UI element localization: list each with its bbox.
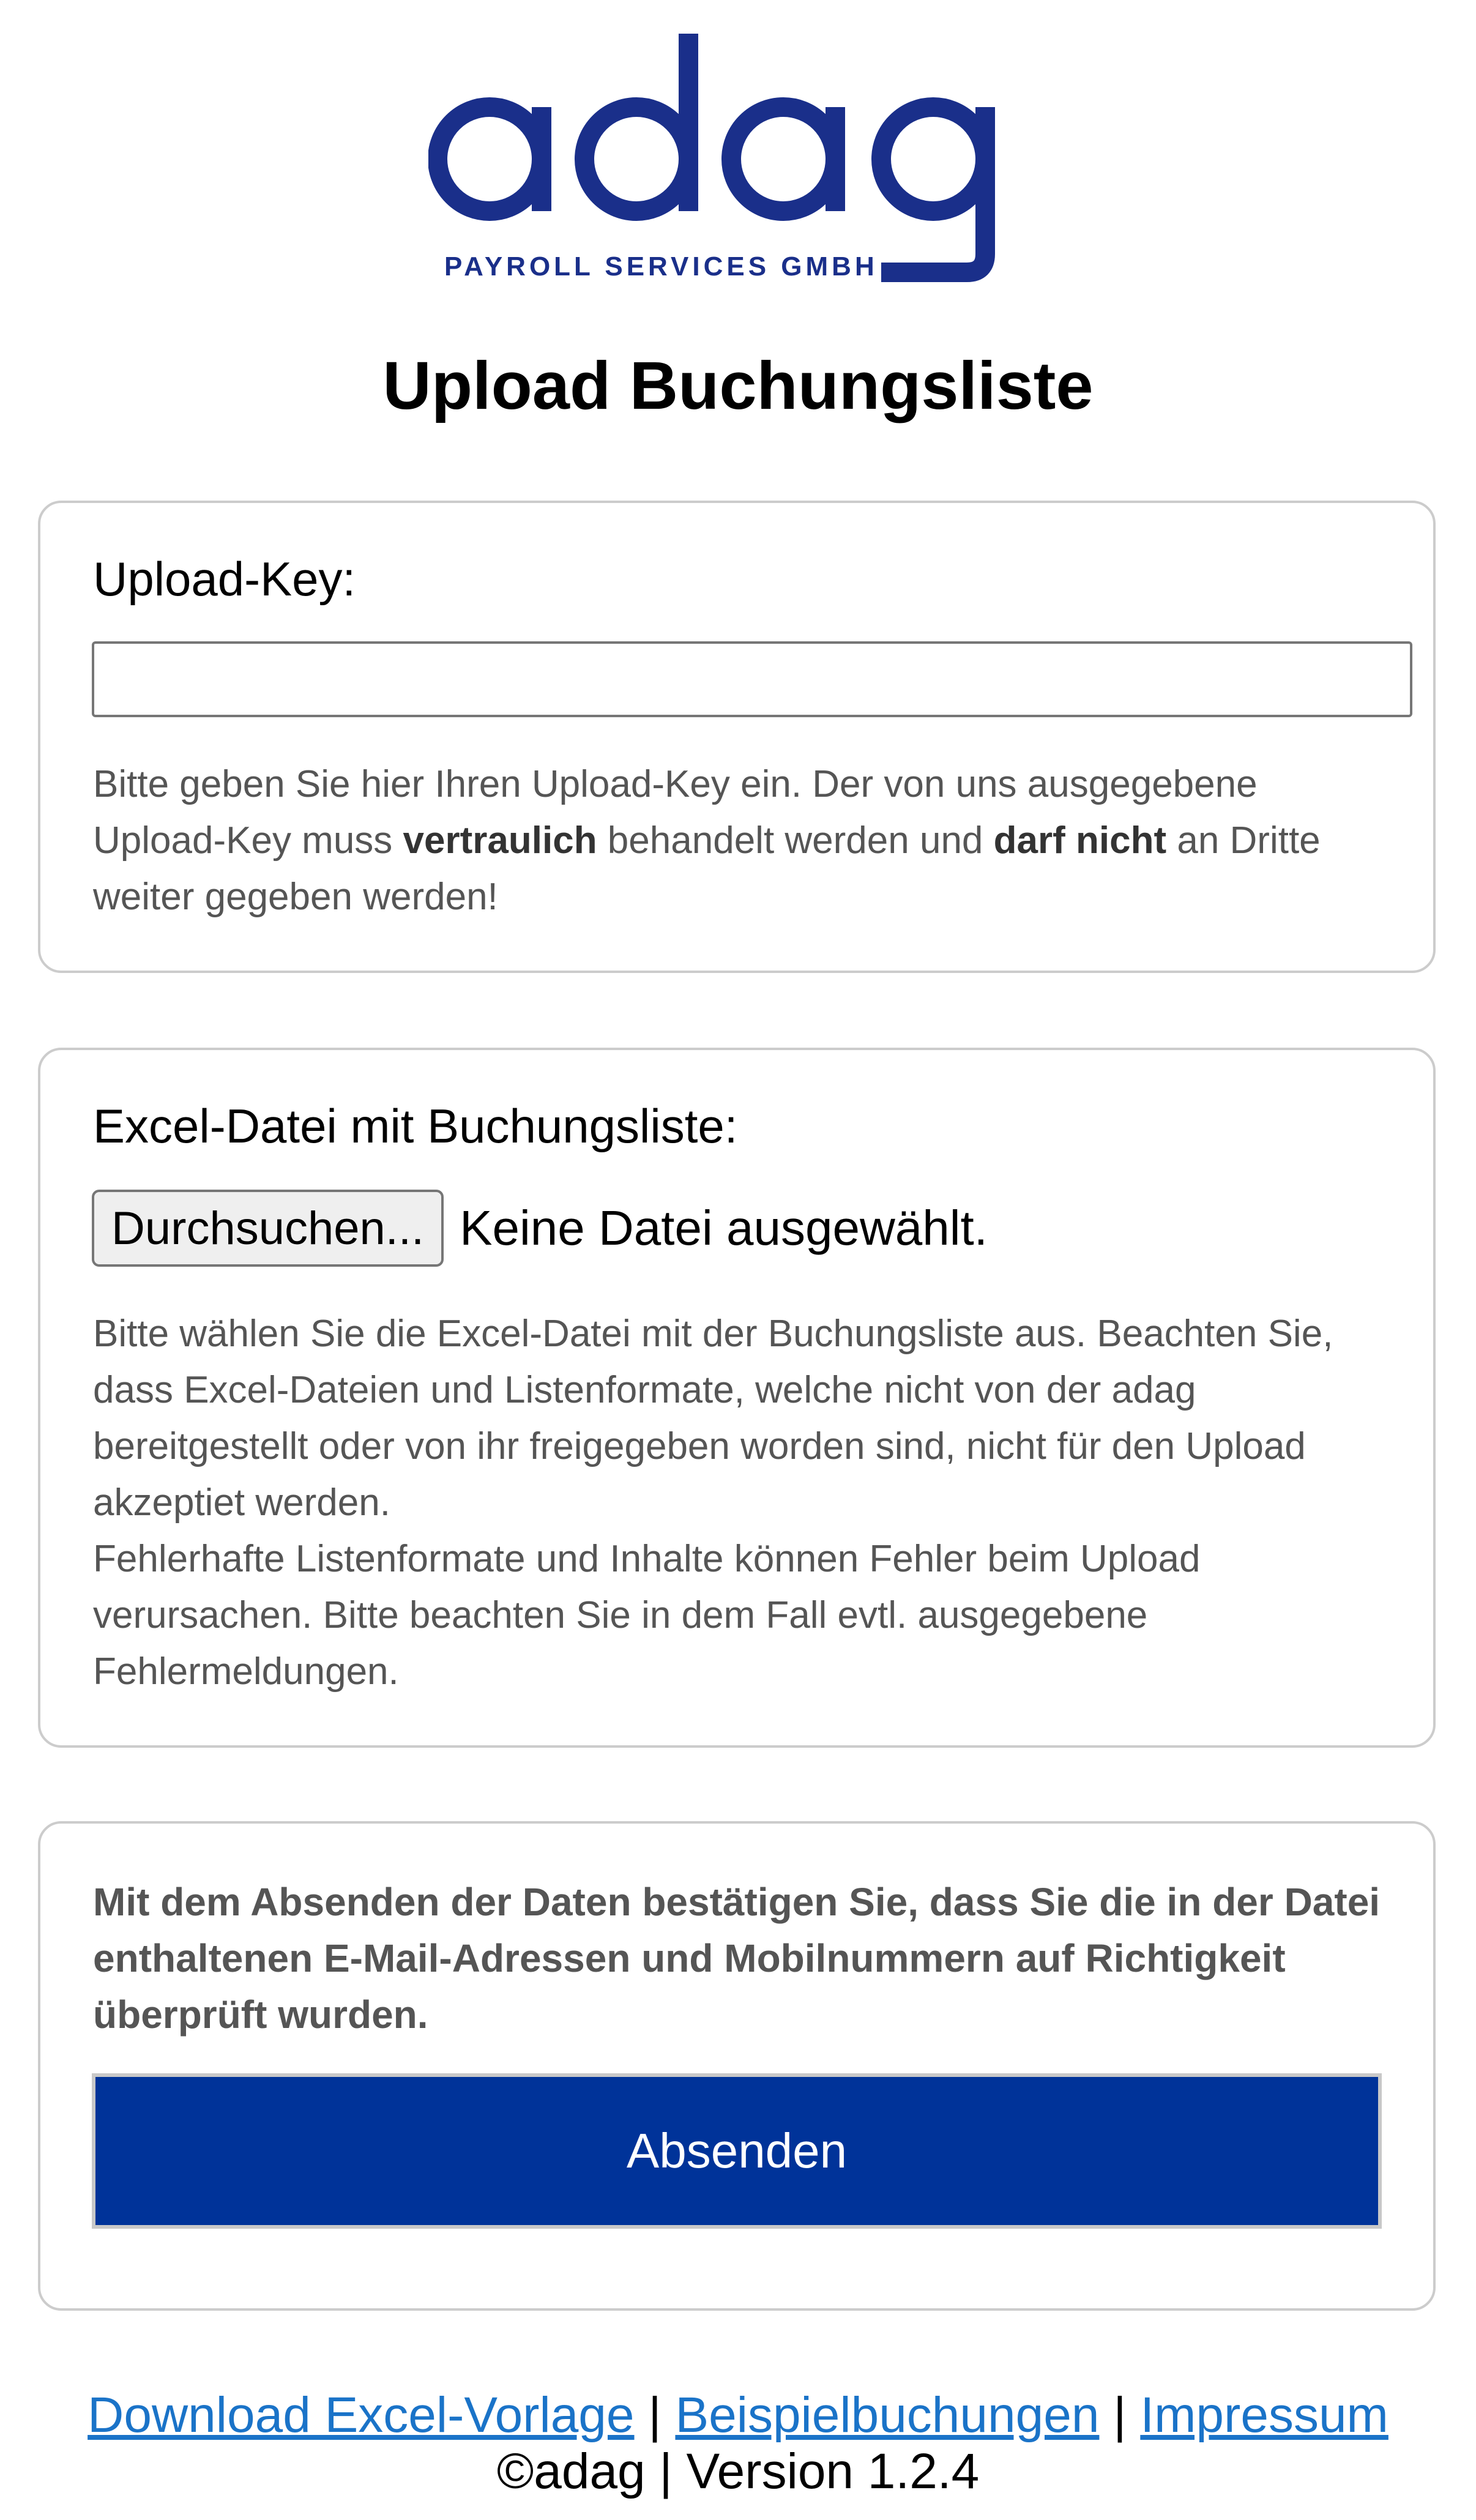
excel-file-help-paragraph-1: Bitte wählen Sie die Excel-Datei mit der Buchungsliste aus. Beachten Sie, dass Excel-Dateien und Listenformate, welche nicht von der adag bereitgestellt oder von ihr freigegeben worden sind, nicht für den Upload akzeptiet werden. <box>93 1313 1333 1524</box>
upload-key-help-text-1: Bitte geben Sie hier Ihren Upload-Key ein. Der von uns ausgegebene Upload-Key muss <box>93 763 1258 862</box>
submit-button[interactable]: Absenden <box>92 2073 1382 2229</box>
upload-key-help-text-3: an Dritte weiter gegeben werden! <box>93 819 1321 918</box>
adag-logo <box>428 24 1065 294</box>
browse-button[interactable]: Durchsuchen... <box>92 1190 444 1267</box>
upload-key-help-bold-1: vertraulich <box>403 819 597 862</box>
footer-links <box>0 2385 1476 2445</box>
imprint-link[interactable]: Impressum <box>1140 2387 1388 2443</box>
excel-file-label: Excel-Datei mit Buchungsliste: <box>93 1099 738 1153</box>
excel-file-card <box>38 1048 1436 1748</box>
upload-key-help <box>93 756 1381 925</box>
example-bookings-link[interactable]: Beispielbuchungen <box>675 2387 1100 2443</box>
adag-logo-graphic <box>428 24 1065 294</box>
upload-key-help-text-2: behandelt werden und <box>597 819 994 862</box>
confirmation-text: Mit dem Absenden der Daten bestätigen Sie, dass Sie die in der Datei enthaltenen E-Mail-Adressen und Mobilnummern auf Richtigkeit überprüft wurden. <box>93 1880 1381 2037</box>
download-template-link[interactable]: Download Excel-Vorlage <box>88 2387 635 2443</box>
footer-separator: | <box>648 2387 662 2443</box>
file-status: Keine Datei ausgewählt. <box>460 1201 988 1255</box>
logo-tagline: PAYROLL SERVICES GMBH <box>444 252 878 281</box>
upload-key-input[interactable] <box>92 641 1412 717</box>
excel-file-help-paragraph-2: Fehlerhafte Listenformate und Inhalte können Fehler beim Upload verursachen. Bitte beachten Sie in dem Fall evtl. ausgegebene Fehlermeldungen. <box>93 1538 1201 1693</box>
upload-key-help-bold-2: darf nicht <box>993 819 1167 862</box>
submit-card <box>38 1821 1436 2311</box>
file-picker <box>92 1190 988 1267</box>
excel-file-help <box>93 1306 1381 1700</box>
upload-key-card <box>38 501 1436 973</box>
copyright-version: ©adag | Version 1.2.4 <box>496 2444 980 2499</box>
upload-key-label: Upload-Key: <box>93 552 356 606</box>
footer-separator: | <box>1113 2387 1127 2443</box>
page-title: Upload Buchungsliste <box>382 348 1094 423</box>
